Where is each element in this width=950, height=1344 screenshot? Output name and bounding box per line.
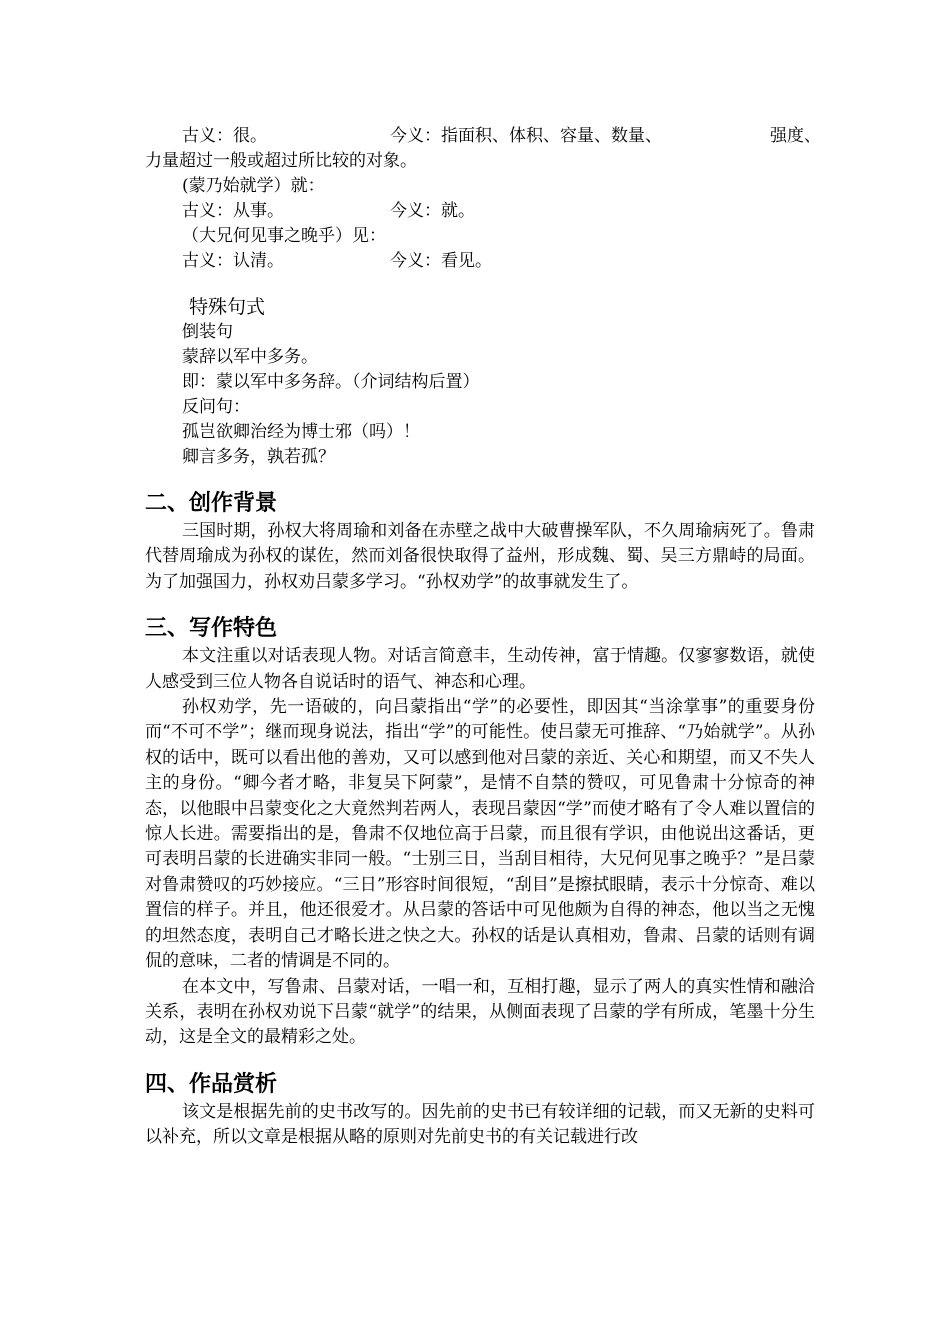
section-paragraph: 在本文中，写鲁肃、吕蒙对话，一唱一和，互相打趣，显示了两人的真实性情和融洽关系，表明在孙权劝说下吕蒙“就学”的结果，从侧面表现了吕蒙的学有所成，笔墨十分生动，这是全文的最精彩之处。 [145,976,815,1048]
section-paragraph: 孙权劝学，先一语破的，向吕蒙指出“学”的必要性，即因其“当涂掌事”的重要身份而“不可不学”；继而现身说法，指出“学”的可能性。使吕蒙无可推辞、“乃始就学”。从孙权的话中，既可以看出他的善劝，又可以感到他对吕蒙的亲近、关心和期望，而又不失人主的身份。“卿今者才略，非复吴下阿蒙”，是情不自禁的赞叹，可见鲁肃十分惊奇的神态，以他眼中吕蒙变化之大竟然判若两人，表现吕蒙因“学”而使才略有了令人难以置信的惊人长进。需要指出的是，鲁肃不仅地位高于吕蒙，而且很有学识，由他说出这番话，更可表明吕蒙的长进确实非同一般。“士别三日，当刮目相待，大兄何见事之晚乎？”是吕蒙对鲁肃赞叹的巧妙接应。“三日”形容时间很短，“刮目”是擦拭眼睛，表示十分惊奇、难以置信的样子。并且，他还很爱才。从吕蒙的答话中可见他颇为自得的神态，他以当之无愧的坦然态度，表明自己才略长进之快之大。孙权的话是认真相劝，鲁肃、吕蒙的话则有调侃的意味，二者的情调是不同的。 [145,697,815,972]
vocab-jiu-row [145,199,815,224]
vocab-hen-row [145,124,821,149]
special-line: 倒装句 [182,322,233,342]
vocab-hen-continuation: 力量超过一般或超过所比较的对象。 [145,151,417,171]
section-paragraph: 三国时期，孙权大将周瑜和刘备在赤壁之战中大破曹操军队，不久周瑜病死了。鲁肃代替周瑜成为孙权的谋佐，然而刘备很快取得了益州，形成魏、蜀、吴三方鼎峙的局面。为了加强国力，孙权劝吕蒙多学习。“孙权劝学”的故事就发生了。 [145,521,815,592]
special-line: 卿言多务，孰若孤？ [182,447,335,467]
special-sentence-heading: 特殊句式 [189,296,266,318]
vocab-jiu-head: (蒙乃始就学）就： [182,176,325,196]
section-paragraph: 本文注重以对话表现人物。对话言简意丰，生动传神，富于情趣。仅寥寥数语，就使人感受到三位人物各自说话时的语气、神态和心理。 [145,646,815,692]
vocab-hen-ancient: 古义：很。 [182,126,267,146]
vocab-jiu-ancient: 古义：从事。 [182,201,284,221]
section-title-features: 三、写作特色 [145,616,278,642]
vocab-jian-head: （大兄何见事之晚乎）见： [182,226,386,246]
special-line: 孤岂欲卿治经为博士邪（吗）！ [182,422,420,442]
vocab-hen-modern: 今义：指面积、体积、容量、数量、 [390,126,662,146]
vocab-hen-modern-tail: 强度、 [770,126,821,146]
section-title-appreciation: 四、作品赏析 [145,1071,278,1097]
vocab-jian-ancient: 古义：认清。 [182,251,284,271]
document-page [145,124,821,1151]
vocab-jian-modern: 今义：看见。 [390,251,492,271]
special-line: 反问句： [182,397,250,417]
section-paragraph: 该文是根据先前的史书改写的。因先前的史书已有较详细的记载，而又无新的史料可以补充，所以文章是根据从略的原则对先前史书的有关记载进行改 [145,1101,815,1148]
special-line: 蒙辞以军中多务。 [182,347,318,367]
section-title-background: 二、创作背景 [145,491,278,516]
vocab-jiu-modern: 今义：就。 [390,201,475,221]
special-line: 即：蒙以军中多务辞。（介词结构后置） [182,372,480,392]
vocab-jian-row [145,249,815,274]
